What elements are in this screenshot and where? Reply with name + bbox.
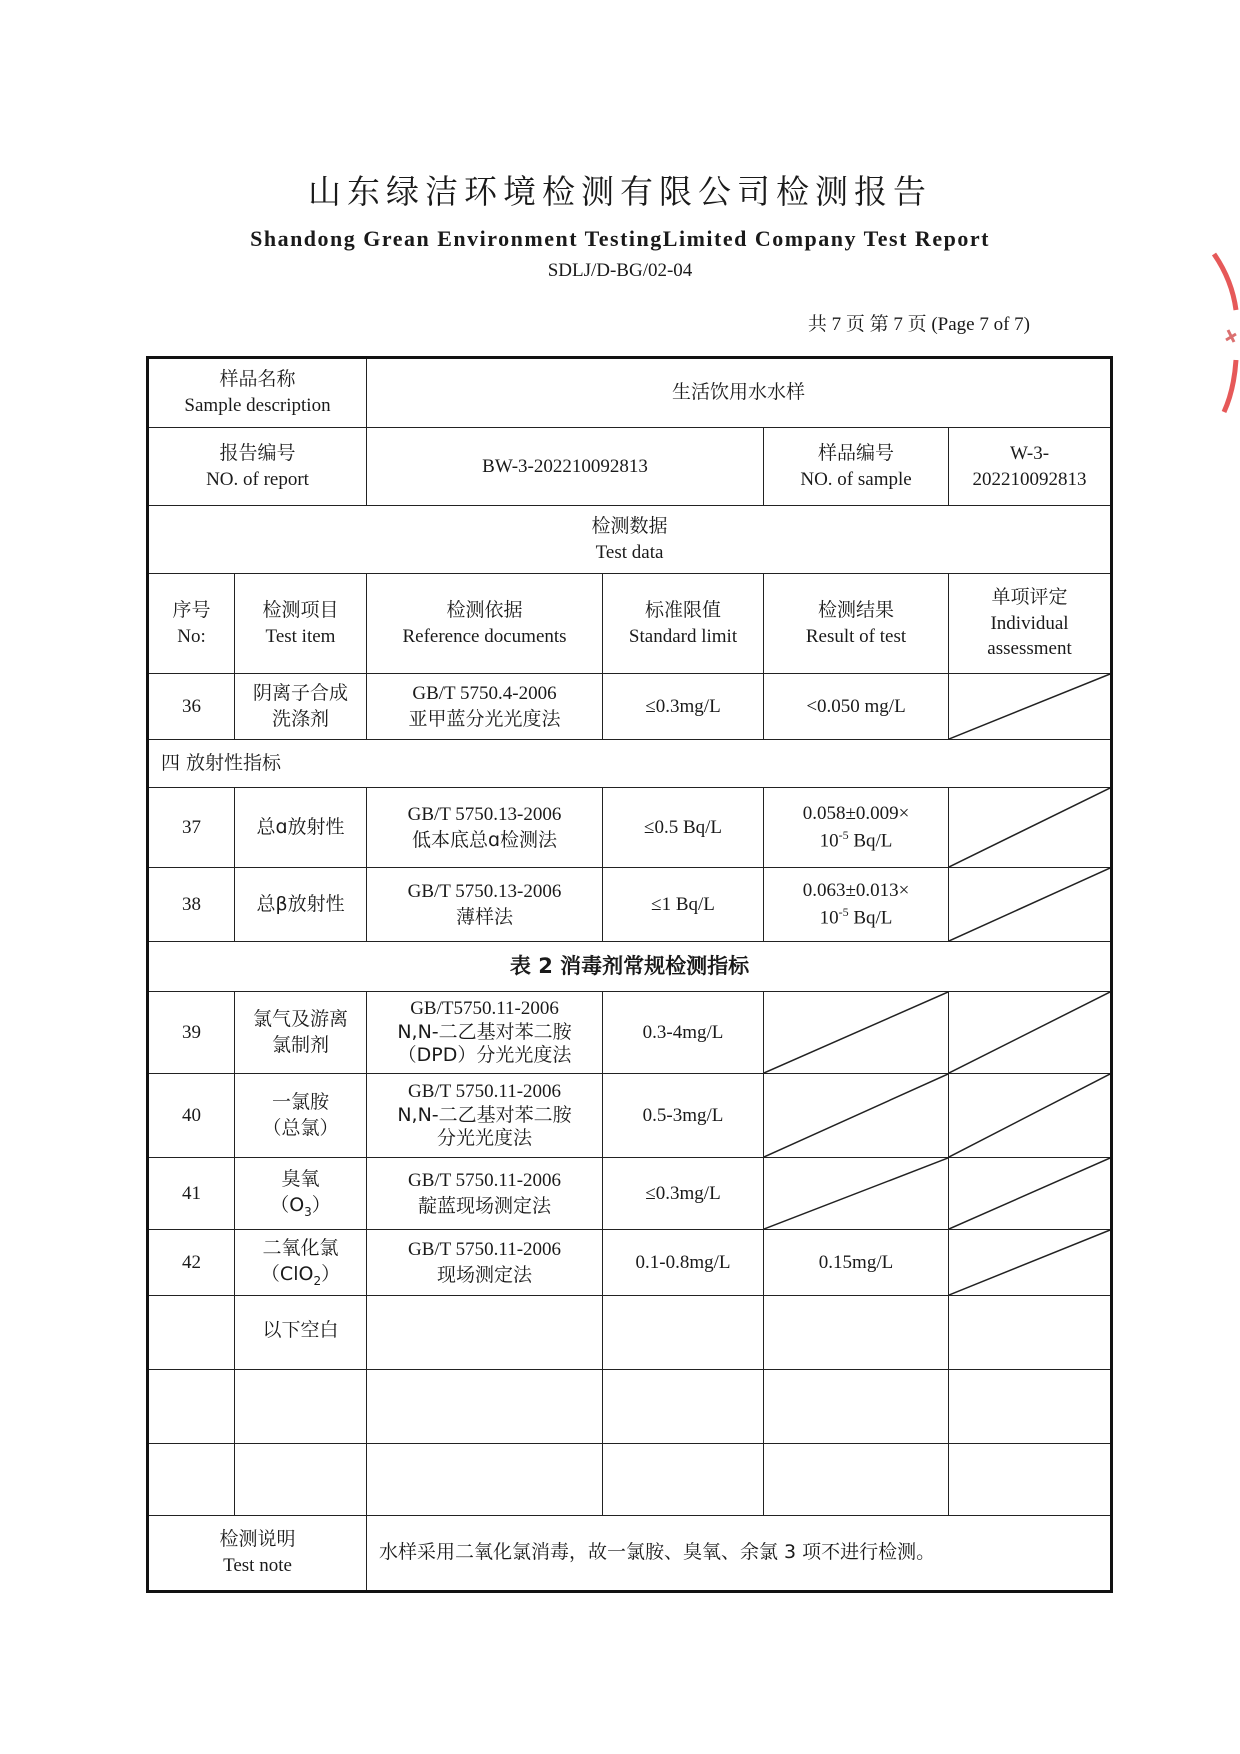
reference-document: GB/T 5750.11-2006 靛蓝现场测定法 bbox=[367, 1158, 603, 1230]
blank-cell bbox=[949, 1370, 1112, 1444]
result-slash bbox=[764, 1158, 949, 1230]
standard-limit: ≤0.3mg/L bbox=[603, 1158, 764, 1230]
test-note-text: 水样采用二氧化氯消毒，故一氯胺、臭氧、余氯 3 项不进行检测。 bbox=[367, 1516, 1112, 1592]
reference-document: GB/T 5750.11-2006 现场测定法 bbox=[367, 1230, 603, 1296]
test-note-label: 检测说明 Test note bbox=[148, 1516, 367, 1592]
blank-cell bbox=[367, 1370, 603, 1444]
section-row-disinfectant bbox=[148, 942, 1112, 992]
blank-row bbox=[148, 1296, 1112, 1370]
table-row bbox=[148, 1158, 1112, 1230]
col-header-assessment: 单项评定 Individual assessment bbox=[949, 574, 1112, 674]
test-note-row bbox=[148, 1516, 1112, 1592]
blank-cell bbox=[148, 1444, 235, 1516]
table-row bbox=[148, 1074, 1112, 1158]
assessment-slash bbox=[949, 1074, 1112, 1158]
test-result: 0.058±0.009× $10^{-5}$ Bq/L bbox=[764, 788, 949, 868]
column-header-row bbox=[148, 574, 1112, 674]
col-header-reference: 检测依据 Reference documents bbox=[367, 574, 603, 674]
standard-limit: 0.1-0.8mg/L bbox=[603, 1230, 764, 1296]
assessment-slash bbox=[949, 674, 1112, 740]
result-slash bbox=[764, 1074, 949, 1158]
sample-description-label: 样品名称 Sample description bbox=[148, 358, 367, 428]
test-result: 0.15mg/L bbox=[764, 1230, 949, 1296]
col-header-item: 检测项目 Test item bbox=[235, 574, 367, 674]
reference-document: GB/T 5750.13-2006 低本底总ɑ检测法 bbox=[367, 788, 603, 868]
report-title-en: Shandong Grean Environment TestingLimited Company Test Report bbox=[250, 226, 990, 251]
standard-limit: 0.5-3mg/L bbox=[603, 1074, 764, 1158]
blank-row bbox=[148, 1444, 1112, 1516]
blank-cell bbox=[603, 1296, 764, 1370]
test-result: <0.050 mg/L bbox=[764, 674, 949, 740]
sample-number-label: 样品编号 NO. of sample bbox=[764, 428, 949, 506]
table-row bbox=[148, 868, 1112, 942]
row-number: 39 bbox=[148, 992, 235, 1074]
col-header-limit: 标准限值 Standard limit bbox=[603, 574, 764, 674]
standard-limit: 0.3-4mg/L bbox=[603, 992, 764, 1074]
row-number: 42 bbox=[148, 1230, 235, 1296]
report-title-cn: 山东绿洁环境检测有限公司检测报告 bbox=[308, 172, 932, 211]
page-indicator: 共 7 页 第 7 页 (Page 7 of 7) bbox=[807, 314, 1030, 335]
test-result: 0.063±0.013× $10^{-5}$ Bq/L bbox=[764, 868, 949, 942]
assessment-slash bbox=[949, 1230, 1112, 1296]
seal-stamp-fragment bbox=[1208, 250, 1240, 420]
blank-cell bbox=[235, 1370, 367, 1444]
blank-cell bbox=[949, 1296, 1112, 1370]
section-row-radioactivity bbox=[148, 740, 1112, 788]
blank-cell bbox=[148, 1370, 235, 1444]
row-number: 38 bbox=[148, 868, 235, 942]
table-row bbox=[148, 1230, 1112, 1296]
assessment-slash bbox=[949, 788, 1112, 868]
blank-cell bbox=[603, 1370, 764, 1444]
blank-cell bbox=[367, 1296, 603, 1370]
reference-document: GB/T 5750.11-2006 N,N-二乙基对苯二胺 分光光度法 bbox=[367, 1074, 603, 1158]
test-item: 阴离子合成 洗涤剂 bbox=[235, 674, 367, 740]
report-number-value: BW-3-202210092813 bbox=[367, 428, 764, 506]
row-number: 41 bbox=[148, 1158, 235, 1230]
blank-cell bbox=[603, 1444, 764, 1516]
section-title: 四 放射性指标 bbox=[148, 740, 1112, 788]
reference-document: GB/T 5750.4-2006 亚甲蓝分光光度法 bbox=[367, 674, 603, 740]
col-header-result: 检测结果 Result of test bbox=[764, 574, 949, 674]
sample-description-value: 生活饮用水水样 bbox=[367, 358, 1112, 428]
test-item: 二氧化氯 （ClO$_2$） bbox=[235, 1230, 367, 1296]
sample-description-row bbox=[148, 358, 1112, 428]
standard-limit: ≤1 Bq/L bbox=[603, 868, 764, 942]
assessment-slash bbox=[949, 992, 1112, 1074]
standard-limit: ≤0.5 Bq/L bbox=[603, 788, 764, 868]
blank-cell bbox=[367, 1444, 603, 1516]
document-code: SDLJ/D-BG/02-04 bbox=[547, 260, 693, 281]
row-number: 36 bbox=[148, 674, 235, 740]
test-data-heading: 检测数据 Test data bbox=[148, 506, 1112, 574]
blank-cell bbox=[764, 1444, 949, 1516]
blank-cell bbox=[764, 1296, 949, 1370]
table-row bbox=[148, 674, 1112, 740]
test-item: 氯气及游离 氯制剂 bbox=[235, 992, 367, 1074]
table-row bbox=[148, 992, 1112, 1074]
standard-limit: ≤0.3mg/L bbox=[603, 674, 764, 740]
sample-number-value: W-3-202210092813 bbox=[949, 428, 1112, 506]
blank-row bbox=[148, 1370, 1112, 1444]
test-report-table bbox=[146, 356, 1113, 1593]
result-slash bbox=[764, 992, 949, 1074]
test-item: 一氯胺 （总氯） bbox=[235, 1074, 367, 1158]
row-number: 40 bbox=[148, 1074, 235, 1158]
blank-cell bbox=[949, 1444, 1112, 1516]
table-row bbox=[148, 788, 1112, 868]
assessment-slash bbox=[949, 1158, 1112, 1230]
test-data-heading-row bbox=[148, 506, 1112, 574]
reference-document: GB/T5750.11-2006 N,N-二乙基对苯二胺 （DPD）分光光度法 bbox=[367, 992, 603, 1074]
row-number: 37 bbox=[148, 788, 235, 868]
assessment-slash bbox=[949, 868, 1112, 942]
test-item: 臭氧 $(O_3)$ bbox=[235, 1158, 367, 1230]
col-header-no: 序号 No: bbox=[148, 574, 235, 674]
blank-cell bbox=[235, 1444, 367, 1516]
blank-below-text: 以下空白 bbox=[235, 1296, 367, 1370]
blank-cell bbox=[764, 1370, 949, 1444]
test-item: 总β放射性 bbox=[235, 868, 367, 942]
report-number-label: 报告编号 NO. of report bbox=[148, 428, 367, 506]
blank-cell bbox=[148, 1296, 235, 1370]
reference-document: GB/T 5750.13-2006 薄样法 bbox=[367, 868, 603, 942]
report-number-row bbox=[148, 428, 1112, 506]
table2-title: 表 2 消毒剂常规检测指标 bbox=[148, 942, 1112, 992]
test-item: 总ɑ放射性 bbox=[235, 788, 367, 868]
